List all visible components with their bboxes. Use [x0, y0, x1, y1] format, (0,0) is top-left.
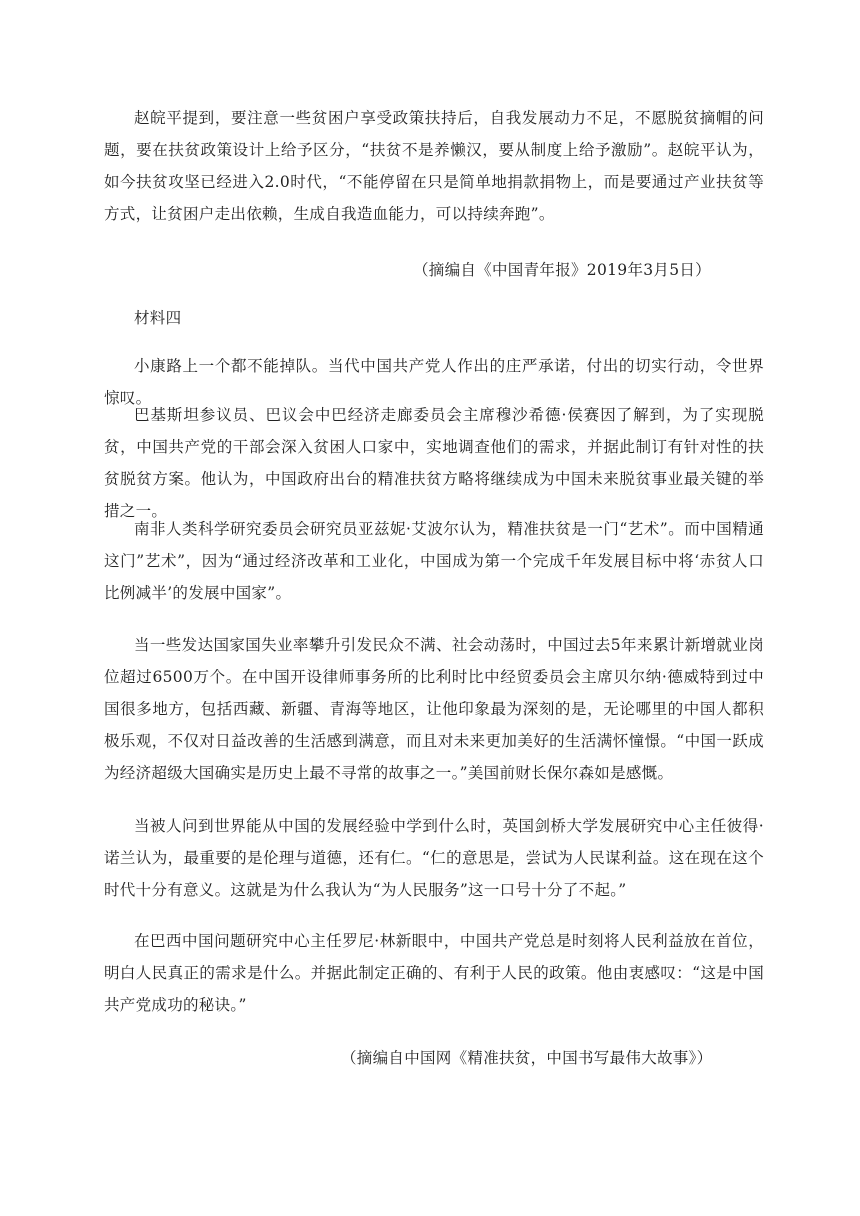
paragraph-brazil-researcher: [104, 925, 764, 1021]
paragraph-pakistan-senator: [104, 399, 764, 527]
heading-text: 材料四: [134, 309, 182, 327]
paragraph-zhao-wanping: [104, 102, 764, 230]
source-citation-china-net: [341, 1042, 712, 1074]
paragraph-employment-growth: [104, 629, 764, 789]
paragraph-text: 在巴西中国问题研究中心主任罗尼·林新眼中，中国共产党总是时刻将人民利益放在首位，明白人民真正的需求是什么。并据此制定正确的、有利于人民的政策。他由衷感叹：“这是中国共产党成功的秘诀。”: [104, 932, 764, 1014]
citation-text: （摘编自《中国青年报》2019年3月5日）: [413, 261, 711, 279]
paragraph-text: 南非人类科学研究委员会研究员亚兹妮·艾波尔认为，精准扶贫是一门“艺术”。而中国精通这门”艺术”，因为“通过经济改革和工业化，中国成为第一个完成千年发展目标中将‘赤贫人口比例减半’的发展中国家”。: [104, 520, 764, 602]
paragraph-text: 小康路上一个都不能掉队。当代中国共产党人作出的庄严承诺，付出的切实行动，令世界惊叹。: [104, 357, 764, 407]
paragraph-text: 当一些发达国家国失业率攀升引发民众不满、社会动荡时，中国过去5年来累计新增就业岗位超过6500万个。在中国开设律师事务所的比利时比中经贸委员会主席贝尔纳·德威特到过中国很多地方，包括西藏、新疆、青海等地区，让他印象最为深刻的是，无论哪里的中国人都积极乐观，不仅对日益改善的生活感到满意，而且对未来更加美好的生活满怀憧憬。“中国一跃成为经济超级大国确实是历史上最不寻常的故事之一。”美国前财长保尔森如是感慨。: [104, 636, 764, 782]
citation-text: （摘编自中国网《精准扶贫，中国书写最伟大故事》）: [341, 1049, 713, 1067]
paragraph-south-africa-researcher: [104, 513, 764, 609]
paragraph-cambridge-nolan: [104, 810, 764, 906]
paragraph-text: 当被人问到世界能从中国的发展经验中学到什么时，英国剑桥大学发展研究中心主任彼得·诺兰认为，最重要的是伦理与道德，还有仁。“仁的意思是，尝试为人民谋利益。这在现在这个时代十分有意义。这就是为什么我认为“为人民服务”这一口号十分了不起。”: [104, 817, 764, 899]
section-heading-material-four: [134, 302, 181, 334]
paragraph-text: 巴基斯坦参议员、巴议会中巴经济走廊委员会主席穆沙希德·侯赛因了解到，为了实现脱贫，中国共产党的干部会深入贫困人口家中，实地调查他们的需求，并据此制订有针对性的扶贫脱贫方案。他认为，中国政府出台的精准扶贫方略将继续成为中国未来脱贫事业最关键的举措之一。: [104, 406, 764, 520]
source-citation-china-youth-daily: [413, 254, 711, 286]
paragraph-text: 赵皖平提到，要注意一些贫困户享受政策扶持后，自我发展动力不足，不愿脱贫摘帽的问题，要在扶贫政策设计上给予区分，“扶贫不是养懒汉，要从制度上给予激励”。赵皖平认为，如今扶贫攻坚已经进入2.0时代，“不能停留在只是简单地捐款捐物上，而是要通过产业扶贫等方式，让贫困户走出依赖，生成自我造血能力，可以持续奔跑”。: [104, 109, 764, 223]
